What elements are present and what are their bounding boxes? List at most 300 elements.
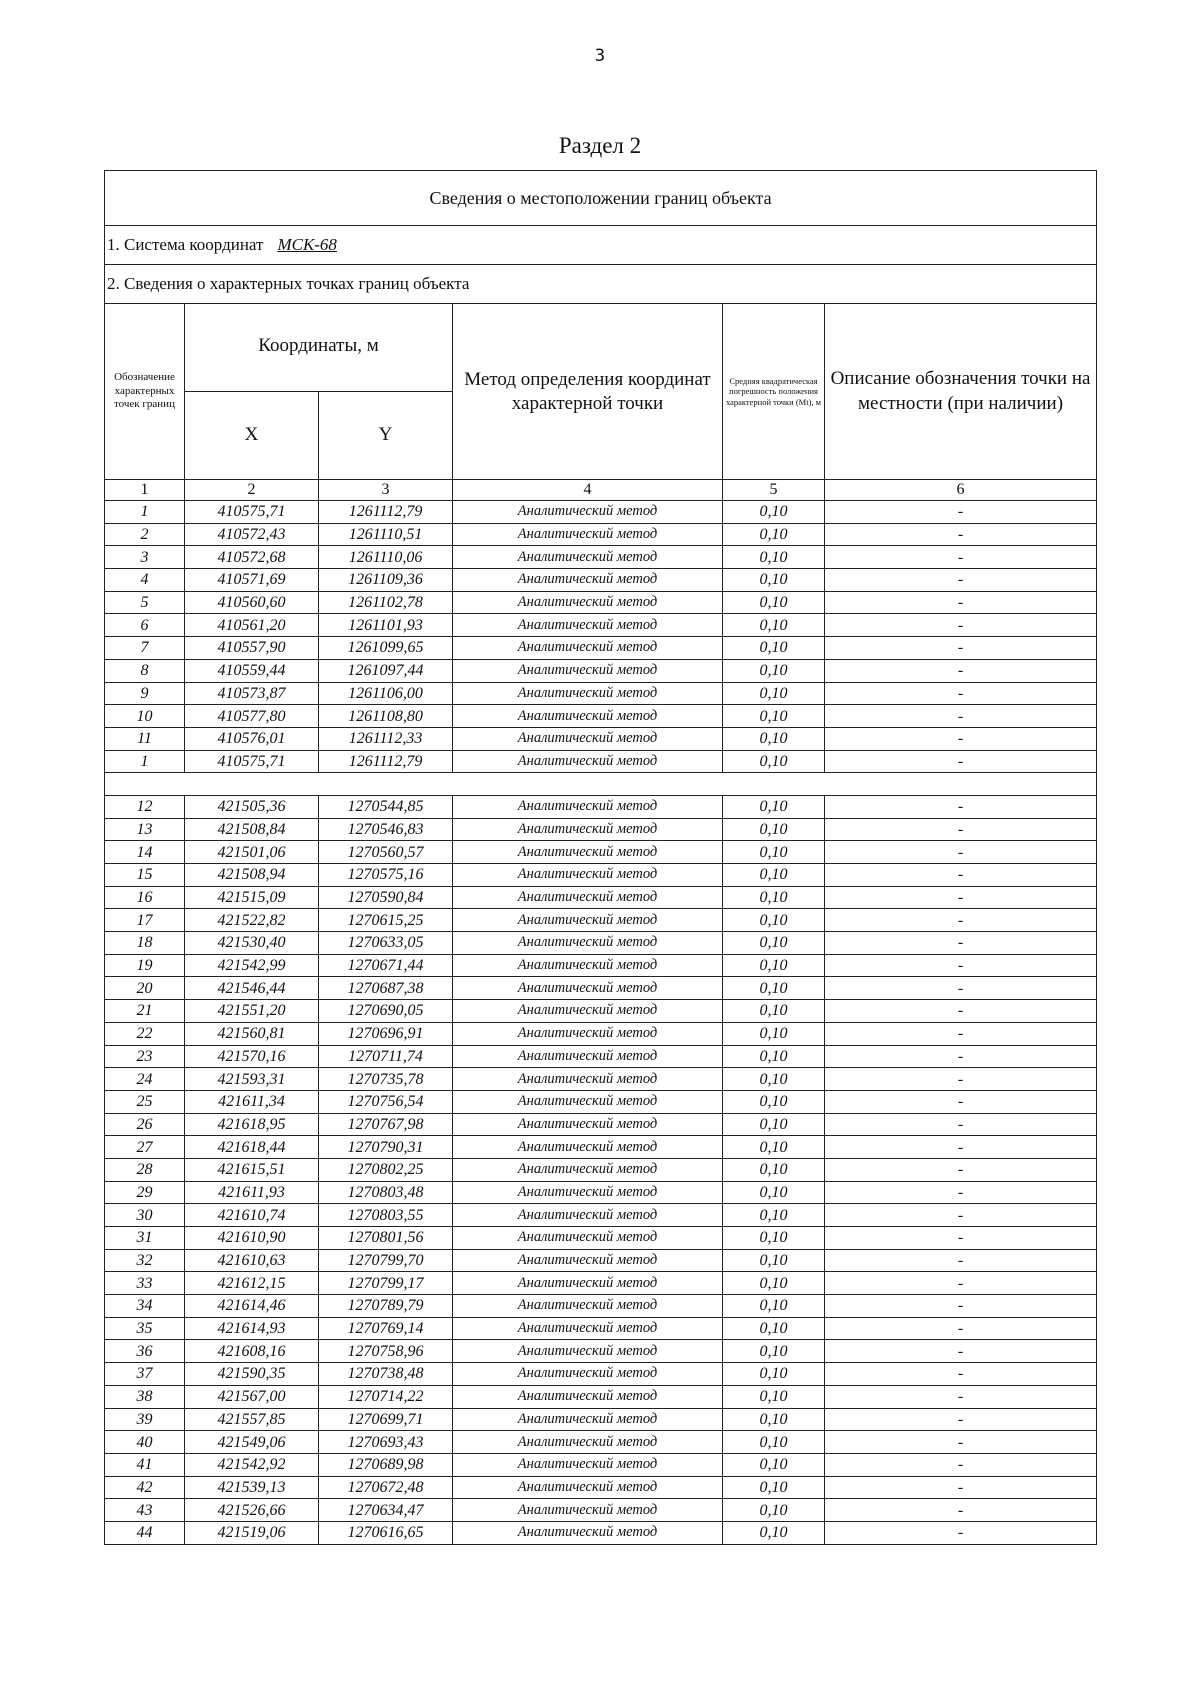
cell-x: 421618,44 [185,1136,319,1159]
cell-x: 421608,16 [185,1340,319,1363]
cell-y: 1270689,98 [319,1453,453,1476]
cell-description: - [825,1272,1097,1295]
cell-description: - [825,1521,1097,1544]
cell-y: 1261112,33 [319,727,453,750]
cell-x: 421614,46 [185,1295,319,1318]
cell-x: 421570,16 [185,1045,319,1068]
table-row [105,1000,1097,1023]
table-row [105,637,1097,660]
table-row [105,546,1097,569]
cell-mean-error: 0,10 [723,1204,825,1227]
cell-point-id: 8 [105,659,185,682]
cell-point-id: 34 [105,1295,185,1318]
cell-x: 421519,06 [185,1521,319,1544]
cell-description: - [825,1068,1097,1091]
cell-point-id: 1 [105,501,185,524]
cell-description: - [825,1476,1097,1499]
cell-x: 410572,68 [185,546,319,569]
cell-y: 1270756,54 [319,1090,453,1113]
cell-mean-error: 0,10 [723,1453,825,1476]
cell-description: - [825,1363,1097,1386]
cell-y: 1261108,80 [319,705,453,728]
table-row [105,1204,1097,1227]
cell-mean-error: 0,10 [723,977,825,1000]
table-row [105,818,1097,841]
cell-description: - [825,637,1097,660]
cell-point-id: 7 [105,637,185,660]
cell-description: - [825,705,1097,728]
table-row [105,750,1097,773]
header-mean-error: Средняя квадратическая погрешность положения характерной точки (Mt), м [723,304,825,480]
cell-method: Аналитический метод [453,501,723,524]
cell-method: Аналитический метод [453,954,723,977]
cell-x: 410573,87 [185,682,319,705]
cell-point-id: 1 [105,750,185,773]
cell-x: 410560,60 [185,591,319,614]
table-row [105,614,1097,637]
cell-point-id: 33 [105,1272,185,1295]
table-row [105,1022,1097,1045]
cell-method: Аналитический метод [453,1363,723,1386]
cell-mean-error: 0,10 [723,1363,825,1386]
cell-point-id: 29 [105,1181,185,1204]
cell-method: Аналитический метод [453,705,723,728]
cell-method: Аналитический метод [453,1158,723,1181]
cell-y: 1261110,06 [319,546,453,569]
cell-description: - [825,1204,1097,1227]
cell-y: 1270616,65 [319,1521,453,1544]
cell-description: - [825,750,1097,773]
cell-y: 1270803,55 [319,1204,453,1227]
table-row [105,1136,1097,1159]
table-row [105,1227,1097,1250]
cell-x: 421508,84 [185,818,319,841]
cell-description: - [825,954,1097,977]
cell-method: Аналитический метод [453,1068,723,1091]
header-method: Метод определения координат характерной точки [453,304,723,480]
cell-point-id: 14 [105,841,185,864]
cell-point-id: 3 [105,546,185,569]
table-row [105,1272,1097,1295]
cell-y: 1261112,79 [319,750,453,773]
cell-description: - [825,1181,1097,1204]
cell-point-id: 23 [105,1045,185,1068]
cell-description: - [825,1022,1097,1045]
cell-method: Аналитический метод [453,795,723,818]
column-number-row [105,480,1097,501]
cell-point-id: 24 [105,1068,185,1091]
cell-x: 421515,09 [185,886,319,909]
cell-y: 1270560,57 [319,841,453,864]
cell-y: 1270767,98 [319,1113,453,1136]
cell-x: 421610,90 [185,1227,319,1250]
cell-point-id: 39 [105,1408,185,1431]
column-number: 6 [825,480,1097,501]
cell-y: 1261101,93 [319,614,453,637]
cell-y: 1270634,47 [319,1499,453,1522]
table-row [105,1385,1097,1408]
table-row [105,1408,1097,1431]
cell-point-id: 16 [105,886,185,909]
cell-x: 421611,34 [185,1090,319,1113]
table-row [105,1431,1097,1454]
cell-mean-error: 0,10 [723,795,825,818]
cell-mean-error: 0,10 [723,546,825,569]
table-row [105,1476,1097,1499]
cell-x: 421612,15 [185,1272,319,1295]
cell-description: - [825,977,1097,1000]
cell-point-id: 30 [105,1204,185,1227]
cell-description: - [825,886,1097,909]
table-row [105,1158,1097,1181]
table-row [105,909,1097,932]
cell-mean-error: 0,10 [723,682,825,705]
cell-y: 1270789,79 [319,1295,453,1318]
cell-description: - [825,1227,1097,1250]
cell-x: 410561,20 [185,614,319,637]
cell-y: 1270615,25 [319,909,453,932]
cell-description: - [825,1431,1097,1454]
cell-mean-error: 0,10 [723,1227,825,1250]
table-row [105,954,1097,977]
cell-x: 421618,95 [185,1113,319,1136]
cell-mean-error: 0,10 [723,1181,825,1204]
cell-x: 421614,93 [185,1317,319,1340]
cell-description: - [825,1385,1097,1408]
cell-description: - [825,546,1097,569]
cell-y: 1261110,51 [319,523,453,546]
cell-y: 1270803,48 [319,1181,453,1204]
column-number: 5 [723,480,825,501]
cell-method: Аналитический метод [453,569,723,592]
cell-mean-error: 0,10 [723,954,825,977]
cell-method: Аналитический метод [453,1000,723,1023]
cell-method: Аналитический метод [453,932,723,955]
cell-method: Аналитический метод [453,1476,723,1499]
table-row [105,841,1097,864]
table-row [105,1181,1097,1204]
cell-method: Аналитический метод [453,1295,723,1318]
column-number: 3 [319,480,453,501]
page-number: 3 [594,46,606,66]
cell-mean-error: 0,10 [723,1272,825,1295]
cell-mean-error: 0,10 [723,1340,825,1363]
cell-method: Аналитический метод [453,1499,723,1522]
cell-mean-error: 0,10 [723,1113,825,1136]
points-section-title: 2. Сведения о характерных точках границ объекта [105,265,1097,304]
cell-x: 421557,85 [185,1408,319,1431]
cell-y: 1270671,44 [319,954,453,977]
cell-point-id: 22 [105,1022,185,1045]
cell-y: 1270758,96 [319,1340,453,1363]
cell-method: Аналитический метод [453,523,723,546]
cell-mean-error: 0,10 [723,1499,825,1522]
header-x: X [185,392,319,480]
cell-y: 1261106,00 [319,682,453,705]
cell-point-id: 42 [105,1476,185,1499]
cell-description: - [825,1000,1097,1023]
cell-point-id: 11 [105,727,185,750]
cell-point-id: 25 [105,1090,185,1113]
cell-x: 421549,06 [185,1431,319,1454]
cell-y: 1270633,05 [319,932,453,955]
cell-description: - [825,1113,1097,1136]
cell-description: - [825,1045,1097,1068]
cell-y: 1270790,31 [319,1136,453,1159]
cell-x: 421610,63 [185,1249,319,1272]
cell-point-id: 43 [105,1499,185,1522]
group-separator [105,773,1097,796]
table-row [105,1090,1097,1113]
cell-point-id: 18 [105,932,185,955]
cell-x: 421542,99 [185,954,319,977]
cell-description: - [825,1408,1097,1431]
cell-point-id: 9 [105,682,185,705]
cell-method: Аналитический метод [453,1181,723,1204]
cell-point-id: 27 [105,1136,185,1159]
cell-point-id: 21 [105,1000,185,1023]
cell-x: 421615,51 [185,1158,319,1181]
cell-mean-error: 0,10 [723,1068,825,1091]
cell-mean-error: 0,10 [723,591,825,614]
cell-x: 410572,43 [185,523,319,546]
cell-point-id: 2 [105,523,185,546]
cell-mean-error: 0,10 [723,1317,825,1340]
cell-mean-error: 0,10 [723,909,825,932]
cell-point-id: 20 [105,977,185,1000]
table-row [105,682,1097,705]
table-row [105,1068,1097,1091]
cell-y: 1261097,44 [319,659,453,682]
cell-mean-error: 0,10 [723,1431,825,1454]
cell-mean-error: 0,10 [723,1295,825,1318]
cell-point-id: 32 [105,1249,185,1272]
cell-method: Аналитический метод [453,1090,723,1113]
cell-description: - [825,659,1097,682]
cell-description: - [825,818,1097,841]
cell-method: Аналитический метод [453,1227,723,1250]
cell-point-id: 12 [105,795,185,818]
cell-method: Аналитический метод [453,591,723,614]
cell-mean-error: 0,10 [723,1521,825,1544]
cell-y: 1270714,22 [319,1385,453,1408]
column-number: 2 [185,480,319,501]
cell-x: 421539,13 [185,1476,319,1499]
cell-description: - [825,727,1097,750]
cell-mean-error: 0,10 [723,659,825,682]
cell-y: 1270699,71 [319,1408,453,1431]
cell-method: Аналитический метод [453,1204,723,1227]
cell-method: Аналитический метод [453,659,723,682]
cell-x: 421551,20 [185,1000,319,1023]
cell-point-id: 28 [105,1158,185,1181]
cell-x: 421508,94 [185,864,319,887]
table-row [105,1453,1097,1476]
cell-y: 1270672,48 [319,1476,453,1499]
cell-x: 410571,69 [185,569,319,592]
cell-x: 421567,00 [185,1385,319,1408]
cell-point-id: 17 [105,909,185,932]
cell-y: 1270711,74 [319,1045,453,1068]
cell-mean-error: 0,10 [723,1136,825,1159]
cell-description: - [825,1340,1097,1363]
cell-point-id: 31 [105,1227,185,1250]
cell-mean-error: 0,10 [723,523,825,546]
table-row [105,591,1097,614]
cell-x: 421610,74 [185,1204,319,1227]
cell-method: Аналитический метод [453,614,723,637]
cell-x: 421526,66 [185,1499,319,1522]
cell-point-id: 40 [105,1431,185,1454]
cell-method: Аналитический метод [453,682,723,705]
cell-point-id: 35 [105,1317,185,1340]
cell-mean-error: 0,10 [723,818,825,841]
table-row [105,886,1097,909]
table-row [105,1045,1097,1068]
cell-mean-error: 0,10 [723,569,825,592]
cell-method: Аналитический метод [453,1521,723,1544]
table-row [105,1363,1097,1386]
cell-mean-error: 0,10 [723,1158,825,1181]
cell-y: 1270769,14 [319,1317,453,1340]
cell-y: 1270575,16 [319,864,453,887]
cell-x: 421590,35 [185,1363,319,1386]
header-description: Описание обозначения точки на местности (при наличии) [825,304,1097,480]
cell-method: Аналитический метод [453,1408,723,1431]
cell-y: 1270799,17 [319,1272,453,1295]
cell-description: - [825,501,1097,524]
cell-x: 421505,36 [185,795,319,818]
cell-description: - [825,1317,1097,1340]
table-row [105,1317,1097,1340]
cell-description: - [825,1499,1097,1522]
table-row [105,705,1097,728]
cell-point-id: 36 [105,1340,185,1363]
coord-system-label: 1. Система координат [107,235,264,254]
cell-description: - [825,591,1097,614]
cell-method: Аналитический метод [453,750,723,773]
cell-x: 421593,31 [185,1068,319,1091]
cell-method: Аналитический метод [453,1272,723,1295]
cell-mean-error: 0,10 [723,1022,825,1045]
cell-method: Аналитический метод [453,886,723,909]
cell-description: - [825,1136,1097,1159]
cell-description: - [825,682,1097,705]
cell-mean-error: 0,10 [723,750,825,773]
cell-description: - [825,569,1097,592]
cell-method: Аналитический метод [453,1022,723,1045]
cell-description: - [825,932,1097,955]
cell-method: Аналитический метод [453,864,723,887]
boundary-table [104,170,1097,1545]
cell-y: 1270544,85 [319,795,453,818]
cell-description: - [825,795,1097,818]
header-coordinates: Координаты, м [185,304,453,392]
cell-method: Аналитический метод [453,637,723,660]
cell-x: 421501,06 [185,841,319,864]
cell-description: - [825,523,1097,546]
cell-point-id: 5 [105,591,185,614]
cell-mean-error: 0,10 [723,501,825,524]
cell-y: 1261109,36 [319,569,453,592]
cell-x: 421522,82 [185,909,319,932]
cell-description: - [825,1090,1097,1113]
group-separator-row [105,773,1097,796]
table-row [105,932,1097,955]
cell-x: 421560,81 [185,1022,319,1045]
cell-y: 1270802,25 [319,1158,453,1181]
cell-mean-error: 0,10 [723,886,825,909]
cell-mean-error: 0,10 [723,637,825,660]
table-row [105,1249,1097,1272]
cell-y: 1261099,65 [319,637,453,660]
cell-mean-error: 0,10 [723,932,825,955]
table-row [105,1499,1097,1522]
cell-x: 410557,90 [185,637,319,660]
table-row [105,977,1097,1000]
cell-method: Аналитический метод [453,909,723,932]
cell-y: 1270546,83 [319,818,453,841]
cell-point-id: 41 [105,1453,185,1476]
cell-x: 421611,93 [185,1181,319,1204]
cell-point-id: 37 [105,1363,185,1386]
cell-method: Аналитический метод [453,1317,723,1340]
cell-method: Аналитический метод [453,1045,723,1068]
cell-y: 1270590,84 [319,886,453,909]
cell-method: Аналитический метод [453,977,723,1000]
cell-description: - [825,1249,1097,1272]
cell-description: - [825,1453,1097,1476]
cell-x: 410559,44 [185,659,319,682]
cell-x: 410575,71 [185,750,319,773]
cell-mean-error: 0,10 [723,614,825,637]
cell-method: Аналитический метод [453,1453,723,1476]
cell-mean-error: 0,10 [723,1000,825,1023]
cell-x: 421546,44 [185,977,319,1000]
cell-y: 1261112,79 [319,501,453,524]
cell-mean-error: 0,10 [723,727,825,750]
cell-mean-error: 0,10 [723,1385,825,1408]
table-row [105,523,1097,546]
cell-mean-error: 0,10 [723,1476,825,1499]
cell-y: 1270738,48 [319,1363,453,1386]
table-row [105,659,1097,682]
cell-method: Аналитический метод [453,727,723,750]
cell-method: Аналитический метод [453,1113,723,1136]
cell-mean-error: 0,10 [723,705,825,728]
cell-point-id: 38 [105,1385,185,1408]
cell-point-id: 6 [105,614,185,637]
cell-x: 410577,80 [185,705,319,728]
table-row [105,569,1097,592]
cell-y: 1261102,78 [319,591,453,614]
cell-method: Аналитический метод [453,841,723,864]
cell-y: 1270693,43 [319,1431,453,1454]
cell-x: 421530,40 [185,932,319,955]
cell-x: 410576,01 [185,727,319,750]
table-row [105,1340,1097,1363]
section-title: Раздел 2 [558,133,642,158]
coord-system-value: МСК-68 [277,235,337,254]
cell-mean-error: 0,10 [723,1090,825,1113]
cell-y: 1270690,05 [319,1000,453,1023]
table-banner: Сведения о местоположении границ объекта [105,171,1097,226]
cell-y: 1270799,70 [319,1249,453,1272]
cell-mean-error: 0,10 [723,1249,825,1272]
coord-system-row [105,226,1097,265]
header-y: Y [319,392,453,480]
cell-x: 410575,71 [185,501,319,524]
